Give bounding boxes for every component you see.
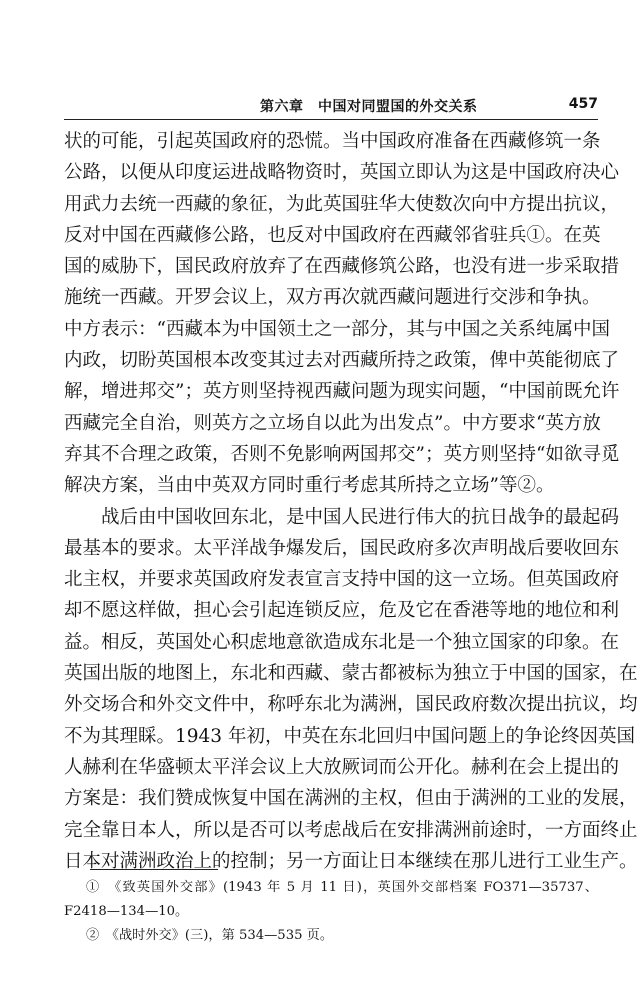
text-line: 状的可能，引起英国政府的恐慌。当中国政府准备在西藏修筑一条	[64, 131, 601, 152]
text-line: 弃其不合理之政策，否则不免影响两国邦交”；英方则坚持“如欲寻觅	[64, 443, 620, 465]
text-line: 反对中国在西藏修公路，也反对中国政府在西藏邻省驻兵①。在英	[64, 224, 601, 246]
text-line: 完全靠日本人，所以是否可以考虑战后在安排满洲前途时，一方面终止	[64, 819, 638, 841]
text-line: 北主权，并要求英国政府发表宣言支持中国的这一立场。但英国政府	[64, 569, 620, 591]
text-line: 用武力去统一西藏的象征，为此英国驻华大使数次向中方提出抗议，	[64, 193, 620, 215]
paragraph	[64, 502, 638, 878]
text-line: 英国出版的地图上，东北和西藏、蒙古都被标为独立于中国的国家，在	[64, 663, 638, 685]
text-line: 施统一西藏。开罗会议上，双方再次就西藏问题进行交涉和争执。	[64, 287, 601, 309]
footnote-line: ② 《战时外交》(三)，第 534—535 页。	[86, 928, 334, 943]
text-line: 战后由中国收回东北，是中国人民进行伟大的抗日战争的最起码	[101, 506, 620, 528]
chapter-title: 第六章 中国对同盟国的外交关系	[260, 99, 478, 115]
text-line: 不为其理睬。1943 年初，中英在东北回归中国问题上的争论终因英国	[64, 725, 635, 747]
text-line: 最基本的要求。太平洋战争爆发后，国民政府多次声明战后要收回东	[64, 537, 620, 559]
footnotes	[64, 876, 598, 948]
text-line: 西藏完全自治，则英方之立场自以此为出发点”。中方要求“英方放	[64, 412, 601, 434]
text-line: 益。相反，英国处心积虑地意欲造成东北是一个独立国家的印象。在	[64, 631, 620, 653]
text-line: 外交场合和外交文件中，称呼东北为满洲，国民政府数次提出抗议，均	[64, 694, 638, 716]
running-header	[64, 94, 598, 118]
footnote	[64, 876, 598, 924]
text-line: 日本对满洲政治上的控制；另一方面让日本继续在那儿进行工业生产。	[64, 850, 638, 872]
text-line: 方案是：我们赞成恢复中国在满洲的主权，但由于满洲的工业的发展，	[64, 788, 638, 810]
header-rule	[64, 119, 598, 120]
text-line: 却不愿这样做，担心会引起连锁反应，危及它在香港等地的地位和利	[64, 600, 620, 622]
footnote-separator	[90, 869, 218, 870]
body-text	[64, 126, 638, 877]
page-number: 457	[568, 96, 598, 112]
text-line: 国的威胁下，国民政府放弃了在西藏修筑公路，也没有进一步采取措	[64, 256, 620, 278]
footnote	[64, 924, 598, 948]
footnote-line: F2418—134—10。	[64, 904, 189, 919]
text-line: 解决方案，当由中英双方同时重行考虑其所持之立场”等②。	[64, 475, 555, 497]
paragraph	[64, 126, 620, 502]
text-line: 内政，切盼英国根本改变其过去对西藏所持之政策，俾中英能彻底了	[64, 350, 620, 372]
text-line: 人赫利在华盛顿太平洋会议上大放厥词而公开化。赫利在会上提出的	[64, 756, 620, 778]
footnote-line: ① 《致英国外交部》(1943 年 5 月 11 日)，英国外交部档案 FO371—35737、	[86, 880, 598, 895]
text-line: 解，增进邦交”；英方则坚持视西藏问题为现实问题，“中国前既允许	[64, 381, 620, 403]
text-line: 公路，以便从印度运进战略物资时，英国立即认为这是中国政府决心	[64, 162, 620, 184]
text-line: 中方表示：“西藏本为中国领土之一部分，其与中国之关系纯属中国	[64, 318, 610, 340]
